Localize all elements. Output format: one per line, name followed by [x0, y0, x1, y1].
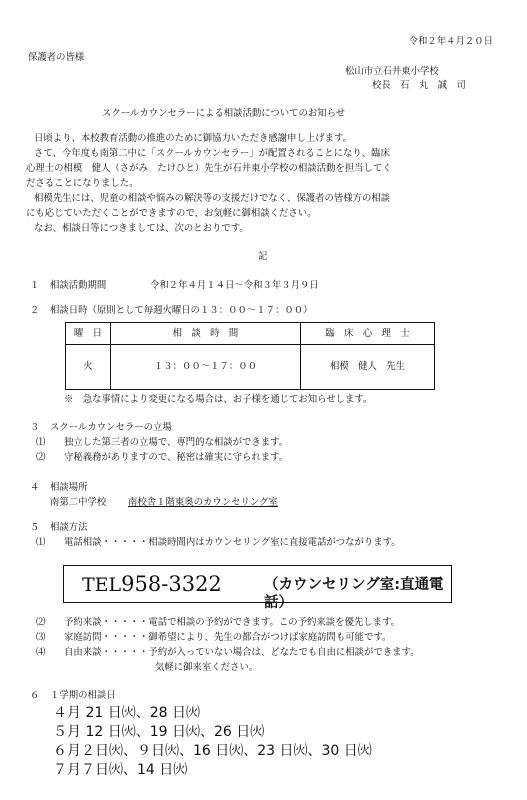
- body-paragraph-2: さて、今年度も南第二中に「スクールカウンセラー」が配置されることになり、臨床: [34, 148, 390, 159]
- consultation-dates-july: ７月７日㈫、14 日㈫: [53, 762, 188, 778]
- section-5-item-3-mark: ⑶: [36, 632, 46, 643]
- section-1-number: １: [30, 280, 40, 291]
- body-paragraph-4: なお、相談日等につきましては、次のとおりです。: [34, 223, 249, 234]
- section-4-number: ４: [30, 482, 40, 493]
- body-paragraph-2-cont-1: 心理士の相模 健人（さがみ たけひと）先生が石井東小学校の相談活動を担当してく: [26, 163, 392, 174]
- consultation-dates-april: ４月 21 日㈫、28 日㈫: [53, 705, 200, 721]
- schedule-header-counselor: 臨 床 心 理 士: [301, 323, 435, 345]
- schedule-table: [65, 322, 435, 390]
- body-paragraph-1: 日頃より、本校教育活動の推進のために御協力いただき感謝申し上げます。: [34, 133, 353, 144]
- phone-number: 958-3322: [121, 572, 222, 596]
- recipient: 保護者の皆様: [28, 52, 85, 63]
- schedule-header-time: 相 談 時 間: [111, 323, 301, 345]
- section-5-item-4-mark: ⑷: [36, 647, 46, 658]
- section-5-number: ５: [30, 522, 40, 533]
- section-6-number: ６: [30, 690, 40, 701]
- section-2-label: 相談日時（原則として毎週火曜日の１３：００～１７：００）: [50, 305, 313, 316]
- section-5-item-2: 予約来談・・・・・電話で相談の予約ができます。この予約来談を優先します。: [64, 617, 401, 628]
- section-5-item-1-mark: ⑴: [36, 537, 46, 548]
- ki-heading: 記: [258, 251, 268, 262]
- schedule-day: 火: [66, 345, 111, 390]
- tel-prefix: TEL: [82, 574, 122, 596]
- schedule-row: [66, 345, 435, 390]
- section-1-label: 相談活動期間: [50, 280, 107, 291]
- body-paragraph-2-cont-2: ださることになりました。: [26, 178, 139, 189]
- schedule-time: １３：００～１７：００: [111, 345, 301, 390]
- section-5-item-1: 電話相談・・・・・相談時間内はカウンセリング室に直接電話がつながります。: [64, 537, 401, 548]
- section-3-item-1-mark: ⑴: [36, 437, 46, 448]
- section-5-item-2-mark: ⑵: [36, 617, 46, 628]
- school-name: 松山市立石井東小学校: [345, 66, 439, 77]
- section-2-number: ２: [30, 305, 40, 316]
- document-date: 令和２年４月２０日: [408, 36, 493, 47]
- section-3-item-2: 守秘義務がありますので、秘密は確実に守られます。: [64, 452, 289, 463]
- schedule-header-row: [66, 323, 435, 345]
- schedule-header-day: 曜 日: [66, 323, 111, 345]
- section-5-item-4-cont: 気軽に御来室ください。: [155, 662, 259, 673]
- section-3-item-2-mark: ⑵: [36, 452, 46, 463]
- section-1-value: 令和２年４月１４日～令和３年３月９日: [150, 280, 319, 291]
- section-3-label: スクールカウンセラーの立場: [50, 422, 172, 433]
- phone-box: [63, 565, 452, 612]
- section-5-item-4: 自由来談・・・・・予約が入っていない場合は、どなたでも自由に相談ができます。: [64, 647, 420, 658]
- document-title: スクールカウンセラーによる相談活動についてのお知らせ: [102, 108, 346, 119]
- section-3-item-1: 独立した第三者の立場で、専門的な相談ができます。: [64, 437, 289, 448]
- section-3-number: ３: [30, 422, 40, 433]
- section-4-label: 相談場所: [50, 482, 88, 493]
- section-2-note: ※ 急な事情により変更になる場合は、お子様を通じてお知らせします。: [64, 394, 373, 405]
- phone-number-group: [82, 571, 222, 598]
- consultation-dates-june: ６月２日㈫、９日㈫、16 日㈫、23 日㈫、30 日㈫: [53, 743, 372, 759]
- schedule-counselor: 相模 健人 先生: [301, 345, 435, 390]
- body-paragraph-3: 相模先生には、児童の相談や悩みの解決等の支援だけでなく、保護者の皆様方の相談: [34, 193, 391, 204]
- section-5-item-3: 家庭訪問・・・・・御希望により、先生の都合がつけば家庭訪問も可能です。: [64, 632, 392, 643]
- section-4-place: 南校舎１階東奥のカウンセリング室: [128, 497, 278, 508]
- phone-note: （カウンセリング室:直通電話）: [264, 577, 444, 612]
- section-5-label: 相談方法: [50, 522, 88, 533]
- section-4-place-prefix: 南第二中学校: [50, 497, 107, 508]
- body-paragraph-3-cont: にも応じていただくことができますので、お気軽に御相談ください。: [26, 208, 317, 219]
- section-6-label: １学期の相談日: [50, 690, 116, 701]
- consultation-dates-may: ５月 12 日㈫、19 日㈫、26 日㈫: [53, 724, 265, 740]
- principal-name: 校長 石 丸 誠 司: [372, 80, 466, 91]
